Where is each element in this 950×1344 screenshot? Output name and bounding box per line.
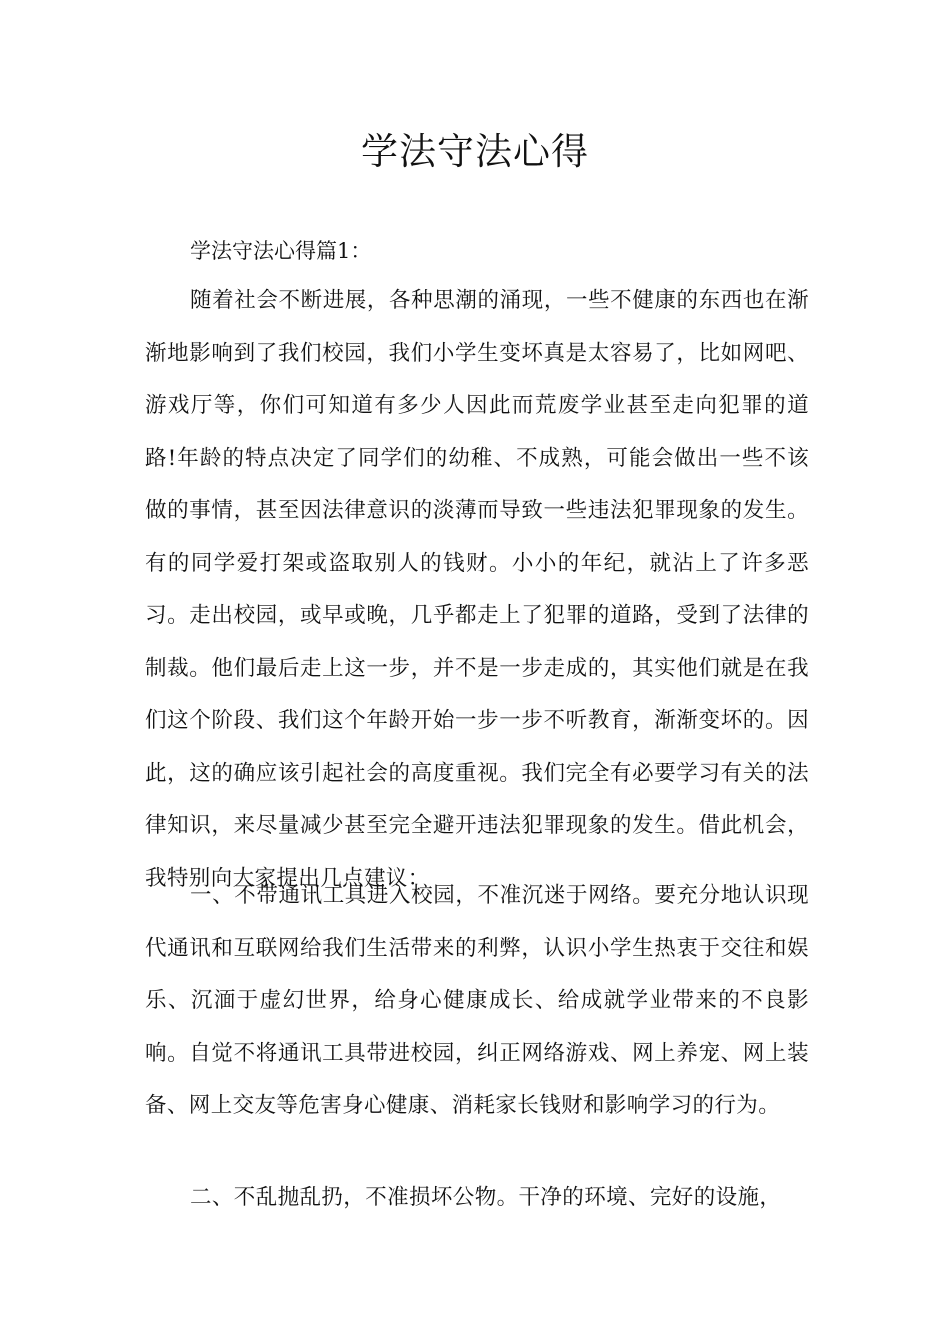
paragraph-suggestion-2: 二、不乱抛乱扔，不准损坏公物。干净的环境、完好的设施， bbox=[190, 1185, 782, 1210]
section-heading: 学法守法心得篇1： bbox=[190, 239, 372, 263]
paragraph-suggestion-1: 一、不带通讯工具进入校园，不准沉迷于网络。要充分地认识现代通讯和互联网给我们生活带来的利弊，认识小学生热衷于交往和娱乐、沉湎于虚幻世界，给身心健康成长、给成就学业带来的不良影响。自觉不将通讯工具带进校园，纠正网络游戏、网上养宠、网上装备、网上交友等危害身心健康、消耗家长钱财和影响学习的行为。 bbox=[145, 883, 809, 1118]
document-title: 学法守法心得 bbox=[361, 130, 589, 173]
paragraph-intro: 随着社会不断进展，各种思潮的涌现，一些不健康的东西也在渐渐地影响到了我们校园，我们小学生变坏真是太容易了，比如网吧、游戏厅等，你们可知道有多少人因此而荒废学业甚至走向犯罪的道路!年龄的特点决定了同学们的幼稚、不成熟，可能会做出一些不该做的事情，甚至因法律意识的淡薄而导致一些违法犯罪现象的发生。有的同学爱打架或盗取别人的钱财。小小的年纪，就沾上了许多恶习。走出校园，或早或晚，几乎都走上了犯罪的道路，受到了法律的制裁。他们最后走上这一步，并不是一步走成的，其实他们就是在我们这个阶段、我们这个年龄开始一步一步不听教育，渐渐变坏的。因此，这的确应该引起社会的高度重视。我们完全有必要学习有关的法律知识，来尽量减少甚至完全避开违法犯罪现象的发生。借此机会，我特别向大家提出几点建议： bbox=[145, 288, 809, 891]
